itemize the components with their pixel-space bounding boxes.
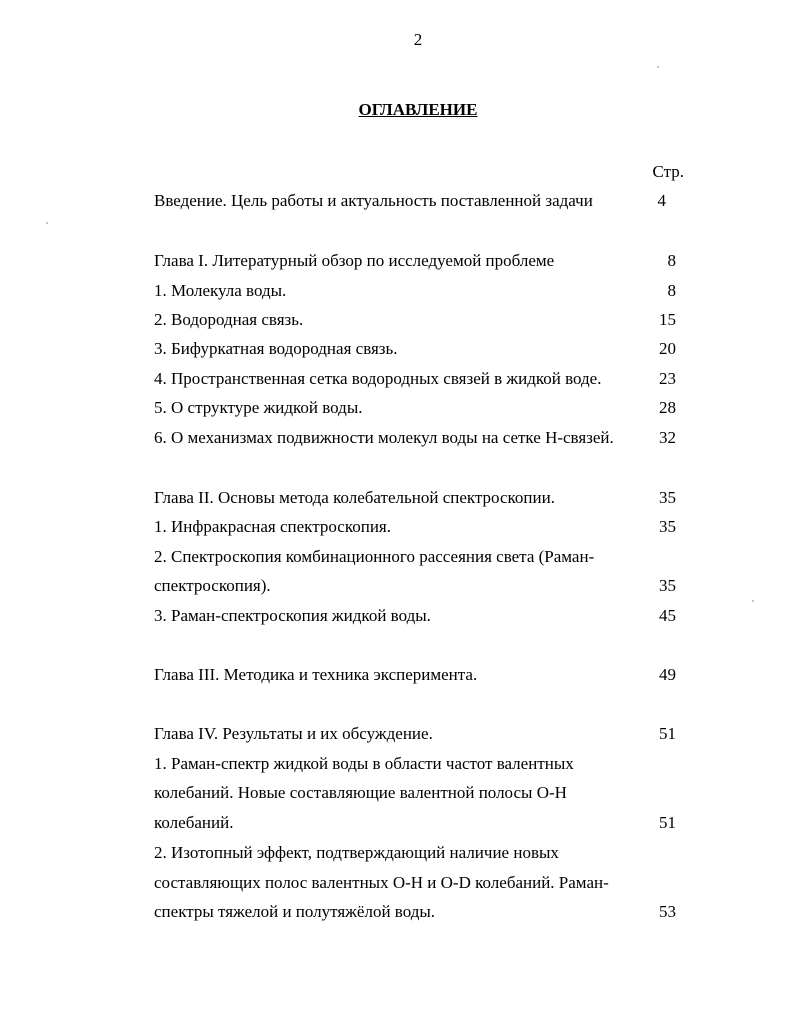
toc-entry <box>0 334 796 364</box>
toc-entry-chapter-1 <box>0 246 796 276</box>
toc-entry-page: 8 <box>667 251 676 270</box>
toc-title: ОГЛАВЛЕНИЕ <box>358 100 478 119</box>
toc-entry-text: колебаний. <box>154 813 234 832</box>
toc-entry-chapter-3 <box>0 660 796 690</box>
toc-entry-text: 2. Водородная связь. <box>154 310 304 329</box>
toc-entry <box>0 897 796 927</box>
toc-entry-text: 1. Раман-спектр жидкой воды в области частот валентных <box>154 754 574 773</box>
toc-entry-text: 3. Бифуркатная водородная связь. <box>154 339 398 358</box>
toc-entry-text: 6. О механизмах подвижности молекул воды на сетке Н-связей. <box>154 428 614 447</box>
toc-entry-page: 15 <box>659 310 676 329</box>
page-column-header: Стр. <box>652 162 684 181</box>
toc-entry-text: Глава II. Основы метода колебательной спектроскопии. <box>154 488 555 507</box>
toc-entry-page: 45 <box>659 606 676 625</box>
toc-entry-text: колебаний. Новые составляющие валентной полосы О-Н <box>154 783 567 802</box>
toc-entry-text: спектры тяжелой и полутяжёлой воды. <box>154 902 436 921</box>
page-number: 2 <box>413 30 423 49</box>
toc-entry-page: 20 <box>659 339 676 358</box>
toc-entry <box>0 808 796 838</box>
toc-entry-text: 2. Изотопный эффект, подтверждающий наличие новых <box>154 843 559 862</box>
toc-entry <box>0 423 796 453</box>
scan-speck <box>657 66 659 68</box>
toc-entry-page: 49 <box>659 665 676 684</box>
toc-entry <box>0 542 796 572</box>
toc-entry-text: Введение. Цель работы и актуальность поставленной задачи <box>154 191 593 210</box>
toc-entry <box>0 512 796 542</box>
toc-entry-introduction <box>0 186 796 216</box>
toc-entry-page: 32 <box>659 428 676 447</box>
toc-entry <box>0 276 796 306</box>
toc-entry <box>0 778 796 808</box>
toc-entry-text: 4. Пространственная сетка водородных связей в жидкой воде. <box>154 369 602 388</box>
toc-entry <box>0 601 796 631</box>
toc-entry-page: 8 <box>667 281 676 300</box>
toc-entry-page: 35 <box>659 517 676 536</box>
toc-entry <box>0 305 796 335</box>
toc-entry-page: 23 <box>659 369 676 388</box>
toc-entry-text: 3. Раман-спектроскопия жидкой воды. <box>154 606 431 625</box>
toc-entry-text: 1. Молекула воды. <box>154 281 287 300</box>
scan-speck <box>752 600 754 602</box>
toc-entry-page: 4 <box>657 191 666 210</box>
toc-entry-page: 35 <box>659 576 676 595</box>
toc-entry <box>0 838 796 868</box>
toc-entry-text: Глава I. Литературный обзор по исследуемой проблеме <box>154 251 555 270</box>
scan-speck <box>46 222 48 224</box>
toc-entry <box>0 393 796 423</box>
toc-entry-page: 53 <box>659 902 676 921</box>
toc-entry-text: составляющих полос валентных О-Н и О-D колебаний. Раман- <box>154 873 609 892</box>
toc-entry <box>0 749 796 779</box>
toc-entry-text: 5. О структуре жидкой воды. <box>154 398 363 417</box>
toc-entry-text: спектроскопия). <box>154 576 271 595</box>
toc-entry-page: 35 <box>659 488 676 507</box>
toc-entry-text: Глава IV. Результаты и их обсуждение. <box>154 724 433 743</box>
toc-entry <box>0 364 796 394</box>
toc-entry-text: 2. Спектроскопия комбинационного рассеяния света (Раман- <box>154 547 595 566</box>
toc-entry <box>0 571 796 601</box>
toc-entry-text: 1. Инфракрасная спектроскопия. <box>154 517 391 536</box>
toc-entry-page: 28 <box>659 398 676 417</box>
toc-entry-page: 51 <box>659 813 676 832</box>
toc-entry-chapter-4 <box>0 719 796 749</box>
toc-entry <box>0 868 796 898</box>
toc-entry-page: 51 <box>659 724 676 743</box>
toc-entry-chapter-2 <box>0 483 796 513</box>
toc-entry-text: Глава III. Методика и техника эксперимента. <box>154 665 478 684</box>
